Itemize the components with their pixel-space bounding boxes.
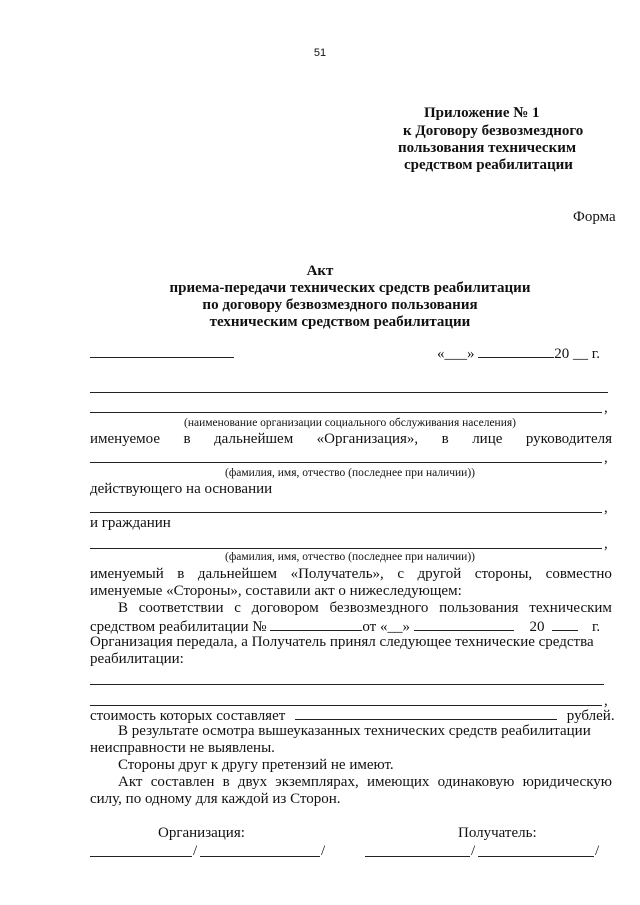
contract-year-blank[interactable] (552, 617, 578, 631)
org-name-line-2[interactable] (90, 412, 602, 413)
place-blank[interactable] (90, 357, 234, 358)
no-claims-line: Стороны друг к другу претензий не имеют. (118, 757, 394, 773)
day-blank: ___ (444, 346, 467, 362)
org-name-blank[interactable] (200, 856, 320, 857)
contract-day-blank: __ (387, 619, 403, 635)
form-label: Форма (573, 209, 616, 225)
org-slash-1: / (193, 843, 198, 859)
caption-fio-1: (фамилия, имя, отчество (последнее при наличии)) (225, 467, 475, 479)
date-line: «___» 20 __ г. (437, 346, 600, 362)
named-organization-line: именуемое в дальнейшем «Организация», в лице руководителя (90, 431, 612, 447)
appendix-line-2: к Договору безвозмездного (403, 123, 584, 139)
copies-line: Акт составлен в двух экземплярах, имеющих одинаковую юридическую (118, 774, 612, 790)
comma: , (604, 500, 608, 516)
citizen-name-line[interactable] (90, 548, 602, 549)
contract-month-blank[interactable] (414, 617, 514, 631)
month-blank[interactable] (478, 344, 554, 358)
contract-line: средством реабилитации № от «__» 20 г. (90, 619, 601, 635)
accordance-line: В соответствии с договором безвозмездного пользования техническим (118, 600, 612, 616)
cost-blank[interactable] (295, 706, 557, 720)
year-blank: __ (573, 346, 588, 362)
recipient-signature-blank[interactable] (365, 856, 470, 857)
comma: , (604, 450, 608, 466)
contract-number-blank[interactable] (270, 617, 362, 631)
parties-line: именуемые «Стороны», составили акт о нижеследующем: (90, 583, 462, 599)
recipient-signature-label: Получатель: (458, 825, 537, 841)
comma: , (604, 536, 608, 552)
comma: , (604, 693, 608, 709)
recipient-name-blank[interactable] (478, 856, 594, 857)
director-name-line[interactable] (90, 462, 602, 463)
org-name-line-1[interactable] (90, 392, 608, 393)
act-subtitle-2: по договору безвозмездного пользования (202, 297, 478, 313)
named-recipient-line: именуемый в дальнейшем «Получатель», с другой стороны, совместно (90, 566, 612, 582)
org-signature-label: Организация: (158, 825, 245, 841)
caption-org: (наименование организации социального обслуживания населения) (183, 417, 516, 429)
recipient-slash-1: / (471, 843, 476, 859)
transfer-line: Организация передала, а Получатель принял следующее технические средства (90, 634, 594, 650)
transfer-line-2: реабилитации: (90, 651, 184, 667)
org-signature-blank[interactable] (90, 856, 192, 857)
inspection-line-2: неисправности не выявлены. (90, 740, 275, 756)
appendix-line-3: пользования техническим (398, 140, 577, 156)
basis-line[interactable] (90, 512, 602, 513)
appendix-title: Приложение № 1 (424, 105, 540, 121)
appendix-line-4: средством реабилитации (404, 157, 573, 173)
page-number: 51 (313, 47, 327, 59)
copies-line-2: силу, по одному для каждой из Сторон. (90, 791, 341, 807)
citizen-label: и гражданин (90, 515, 171, 531)
act-subtitle-1: приема-передачи технических средств реабилитации (169, 280, 531, 296)
acting-basis-label: действующего на основании (90, 481, 273, 497)
equipment-line-1[interactable] (90, 684, 604, 685)
recipient-slash-2: / (595, 843, 600, 859)
cost-line: стоимость которых составляет рублей. (90, 708, 615, 724)
caption-fio-2: (фамилия, имя, отчество (последнее при наличии)) (225, 551, 475, 563)
inspection-line-1: В результате осмотра вышеуказанных технических средств реабилитации (118, 723, 591, 739)
act-subtitle-3: техническим средством реабилитации (209, 314, 471, 330)
comma: , (604, 400, 608, 416)
org-slash-2: / (321, 843, 326, 859)
act-title: Акт (306, 263, 334, 279)
